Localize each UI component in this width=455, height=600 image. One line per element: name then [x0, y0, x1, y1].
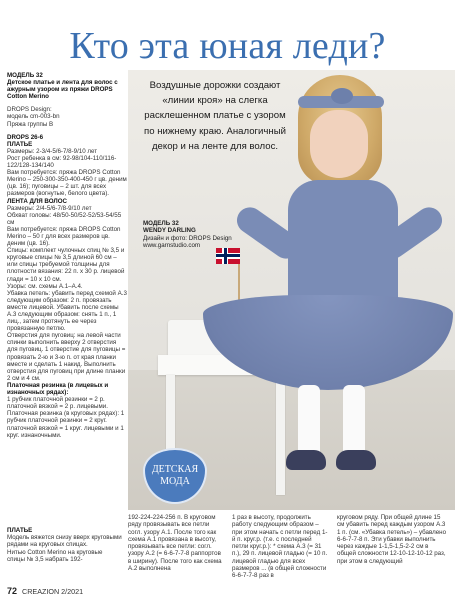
leg	[343, 385, 365, 460]
instruction-line: Убавка петель: убавить перед схемой А.3 следующим образом: 2 п. провязать вместе лицевой. Убавить после схемы А.3 следующим образом: снять 1 п., 1 лиц., затем протянуть ее через провязанную петлю.	[7, 289, 127, 333]
instruction-line: ПЛАТЬЕ	[7, 140, 33, 148]
leg	[298, 385, 320, 460]
instruction-line: Детское платье и лента для волос с ажурным узором из пряжи DROPS Cotton Merino	[7, 79, 118, 101]
magazine-issue: CREAZION 2/2021	[22, 587, 84, 596]
continuation-col-1: 192-224-224-256 п. В круговом ряду провязывать все петли согл. узору А.1. После того как схема А.1 провязана в высоту, провязывать все петли: согл. узору А.2 (= 6-6-7-7-8 раппортов в ширину). После того как схема А.2 выполнена	[128, 514, 222, 573]
instruction-line: DROPS Design:	[7, 106, 52, 114]
instruction-line: МОДЕЛЬ 32	[7, 72, 43, 79]
headband-bow	[331, 88, 353, 104]
credit-model: МОДЕЛЬ 32	[143, 220, 179, 227]
badge-line: МОДА	[160, 476, 190, 487]
instruction-line: Нитью Cotton Merino на круговые спицы № 3,5 набрать 192-	[7, 548, 103, 563]
page-title: Кто эта юная леди?	[69, 25, 386, 67]
instruction-line: Вам потребуется: пряжа DROPS Cotton Merino – 250-300-350-400-450 г цв. деним (цв. 16); пуговицы – 2 шт. для всех размеров (вогнутые, белого цвета).	[7, 169, 127, 198]
shoe	[336, 450, 376, 470]
photo-credit	[143, 220, 263, 250]
instruction-line: модель cm-003-bn	[7, 113, 60, 121]
instruction-line: Отверстия для пуговиц: на левой части спинки выполнить вверху 2 отверстия для пуговиц. 1 отверстие для пуговицы = провязать 2-ю и 3-ю п. от края планки вместе и сделать 1 накид. Выполнить отверстия для пуговиц при длине планки 2 см и 4 см.	[7, 332, 126, 382]
instruction-line: Платочная резинка (в лицевых и изнаночных рядах):	[7, 381, 109, 397]
page-footer	[7, 586, 83, 596]
badge-line: ДЕТСКАЯ	[151, 464, 199, 475]
chair-leg	[276, 375, 285, 495]
instruction-line: Спицы: комплект чулочных спиц № 3,5 и круговые спицы № 3,5 длиной 60 см – или спицы требуемой толщины для плотности вязания: 22 п. х 30 р. лицевой глади = 10 х 10 см.	[7, 247, 125, 283]
instruction-line: Рост ребенка в см: 92-98/104-110/116-122/128-134/140	[7, 154, 117, 170]
instructions-column	[7, 72, 127, 439]
instruction-line: Обхват головы: 48/50-50/52-52/53-54/55 см	[7, 211, 122, 226]
dress-bodice	[288, 180, 398, 310]
instruction-line: Узоры: см. схемы А.1–А.4.	[7, 282, 83, 290]
continuation-col-2: 1 раз в высоту, продолжить работу следующим образом – при этом начать с петли перед 1-й п. круг.р. (т.е. с последней петли круг.р.): * схема А.3 (= 31 п.), 29 п. лицевой гладью (= 10 п. лицевой гладью для всех размеров ... (в общей сложности 6-6-7-7-8 раз в	[232, 514, 328, 580]
page-number: 72	[7, 586, 18, 596]
girl-face	[310, 110, 368, 178]
instruction-line: Пряжа группы В	[7, 120, 54, 128]
instruction-line: ПЛАТЬЕ	[7, 527, 33, 534]
instruction-line: Платочная резинка (в круговых рядах): 1 рубчик платочной резинки = 2 круг. платочной вязкой = 1 круг. лицевыми и 1 круг. изнаночными.	[7, 410, 125, 439]
flag-cross	[216, 254, 240, 257]
shoe	[286, 450, 326, 470]
instruction-line: Размеры: 2/4-5/6-7/8-9/10 лет	[7, 204, 92, 212]
continuation-col-3: круговом ряду. При общей длине 15 см убавить перед каждым узором А.3 1 п. (см. «Убавка петель») – убавлено 6-6-7-7-8 п. Эти убавки выполнить через каждые 1-1,5-1,5-2-2 см в общей сложности 12-10-12-10-12 раз, при этом в следующий	[337, 514, 447, 565]
left-bottom-text	[7, 527, 122, 563]
instruction-line: Размеры: 2-3/4-5/6-7/8-9/10 лет	[7, 147, 98, 155]
instruction-line: ЛЕНТА ДЛЯ ВОЛОС	[7, 197, 68, 205]
instruction-line: DROPS 26-6	[7, 133, 44, 141]
instruction-line: Модель вяжется снизу вверх круговыми рядами на круговых спицах.	[7, 534, 122, 549]
credit-name: WENDY DARLING	[143, 227, 196, 235]
instruction-line: Вам потребуется: пряжа DROPS Cotton Merino – 50 г для всех размеров цв. деним (цв. 16).	[7, 225, 121, 248]
credit-design: Дизайн и фото: DROPS Design	[143, 234, 232, 242]
intro-text: Воздушные дорожки создают «линии кроя» на слегка расклешенном платье с узором по нижнему краю. Аналогичный декор и на ленте для волос.	[144, 80, 286, 152]
instruction-line: 1 рубчик платочной резинки = 2 р. платочной вязкой = 2 р. лицевыми.	[7, 396, 108, 411]
credit-site: www.garnstudio.com	[143, 242, 201, 250]
